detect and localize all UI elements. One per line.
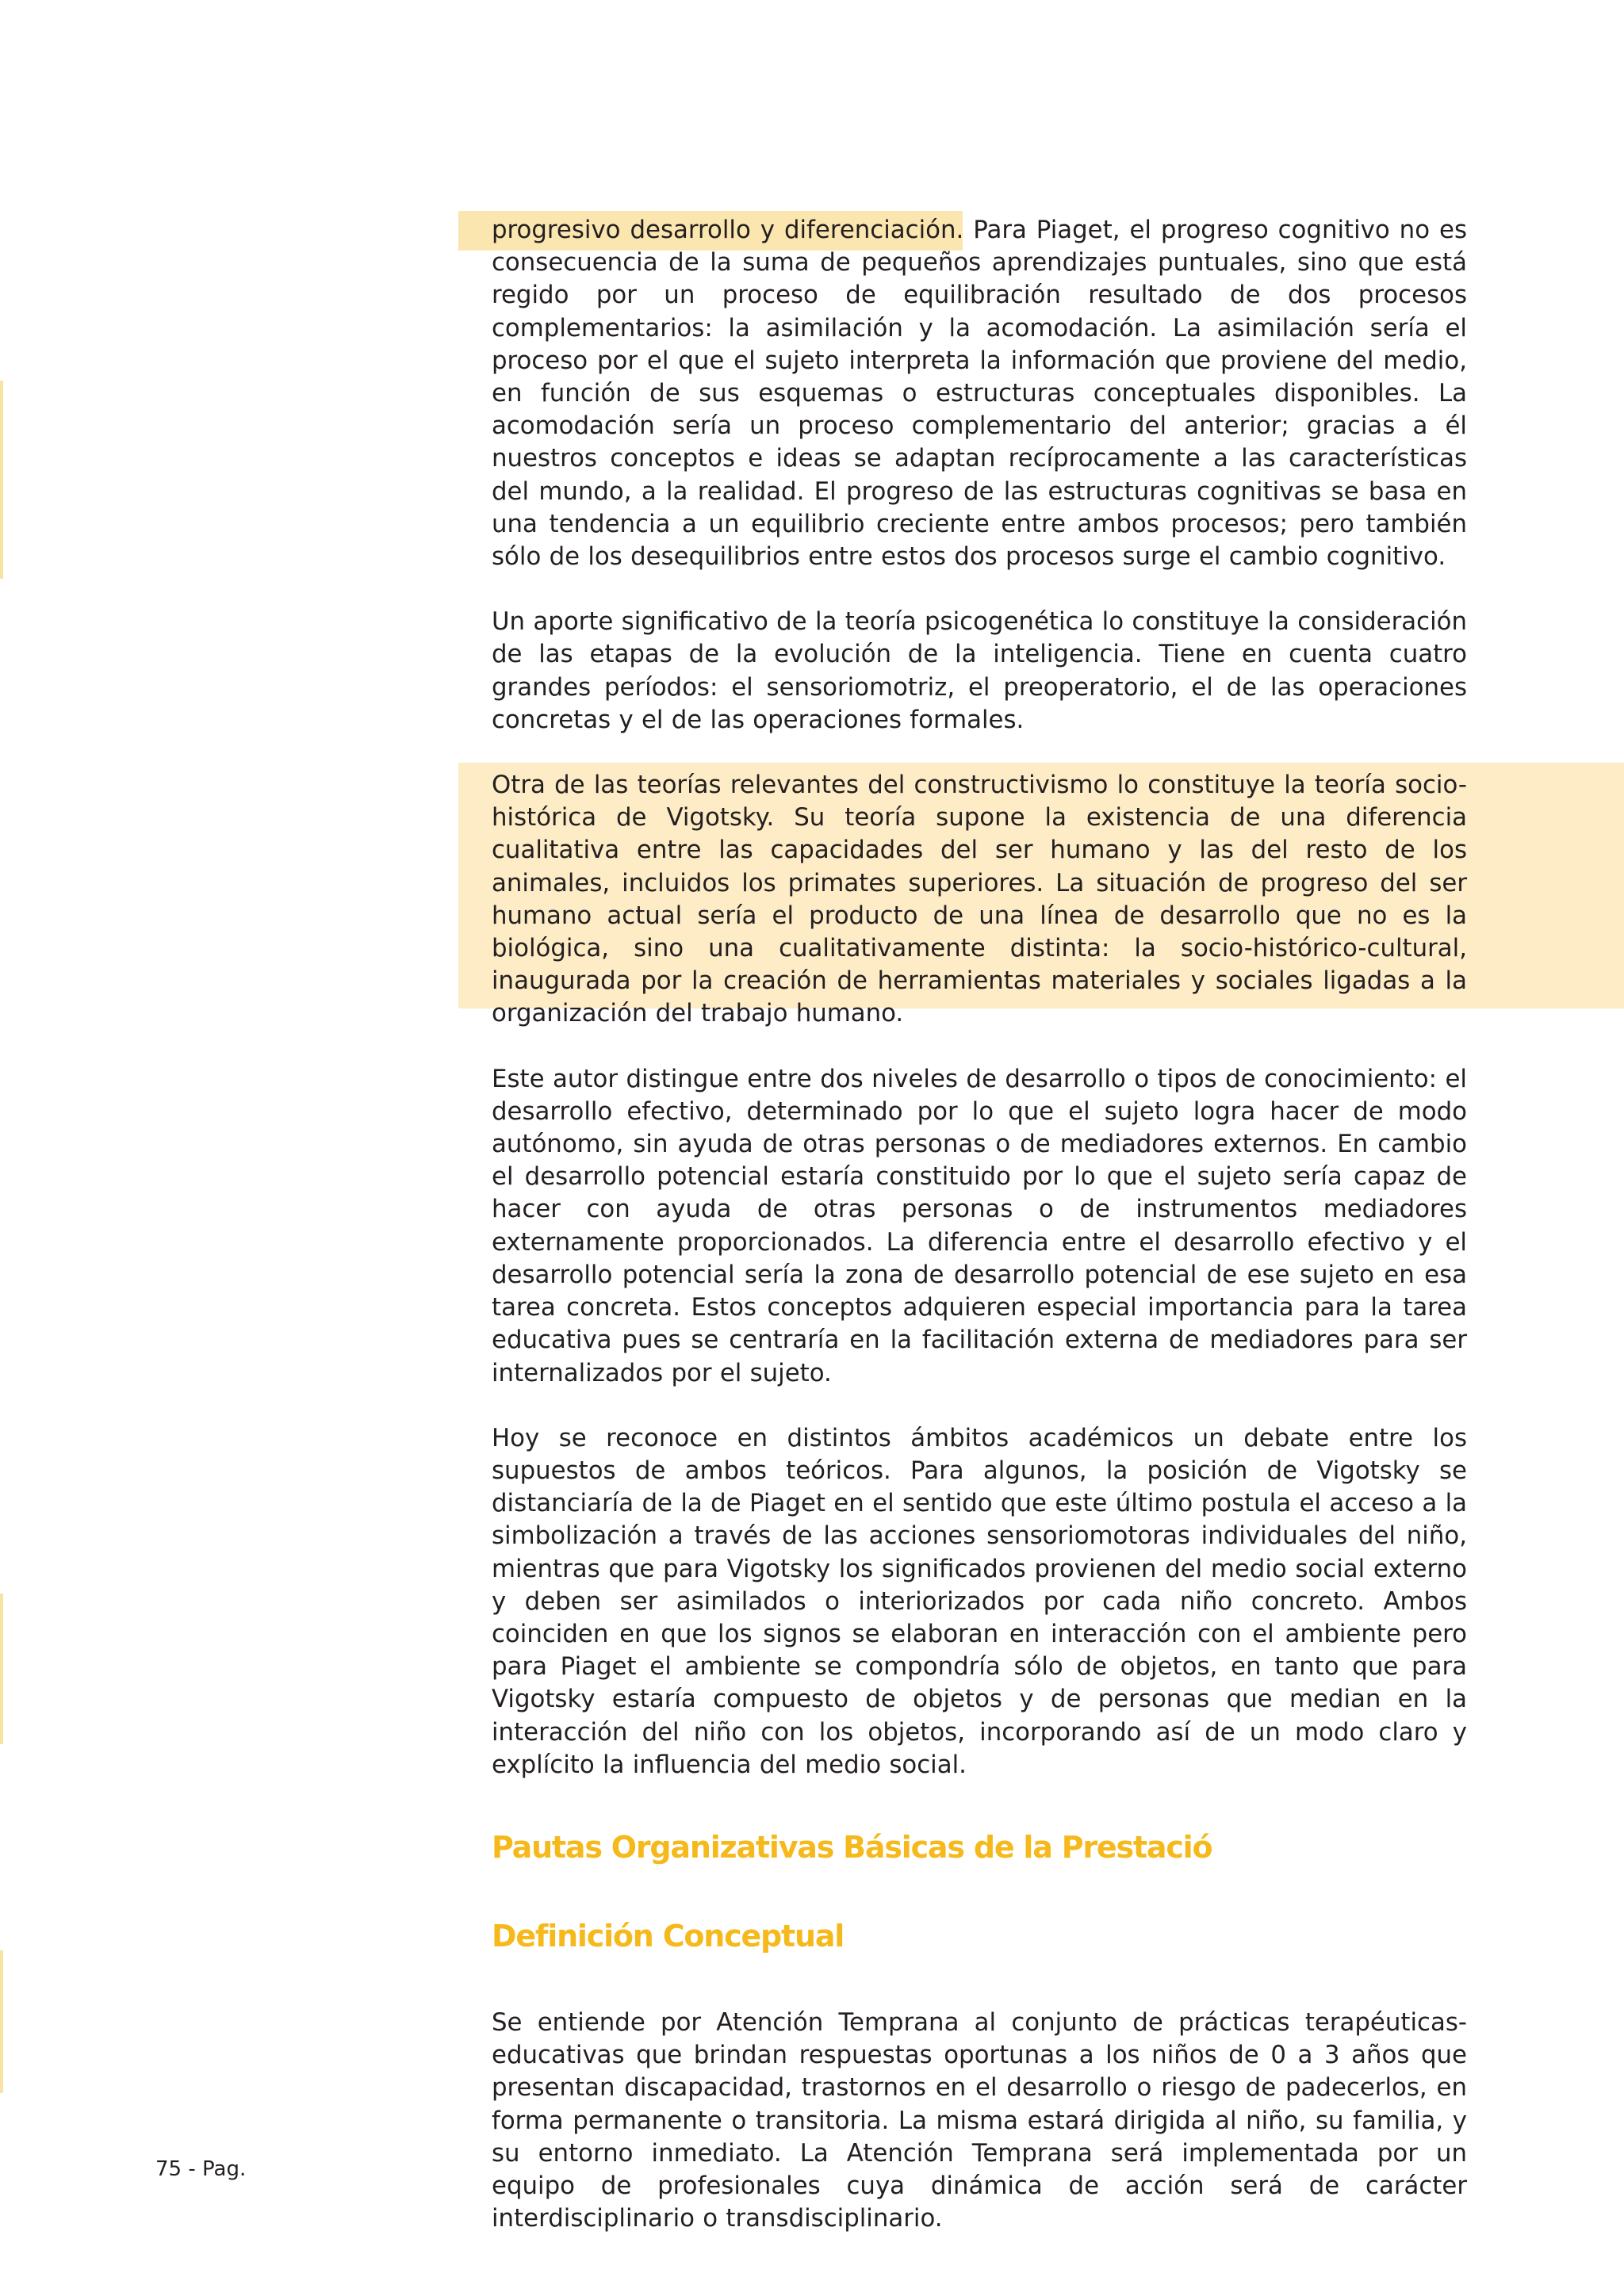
- body-text: [492, 214, 1467, 2235]
- page-number: 75 - Pag.: [155, 2157, 247, 2181]
- paragraph-niveles-desarrollo: Este autor distingue entre dos niveles de desarrollo o tipos de conocimiento: el desarrollo efectivo, determinado por lo que el sujeto logra hacer de modo autónomo, sin ayuda de otras personas o de mediadores externos. En cambio el desarrollo potencial estaría constituido por lo que el sujeto sería capaz de hacer con ayuda de otras personas o de instrumentos mediadores externamente proporcionados. La diferencia entre el desarrollo efectivo y el desarrollo potencial sería la zona de desarrollo potencial de ese sujeto en esa tarea concreta. Estos conceptos adquieren especial importancia para la tarea educativa pues se centraría en la facilitación externa de mediadores para ser internalizados por el sujeto.: [492, 1064, 1467, 1387]
- edge-mark-bottom: [0, 1950, 3, 2093]
- highlighted-phrase: progresivo desarrollo y diferenciación.: [492, 216, 964, 244]
- edge-mark-top: [0, 381, 3, 579]
- section-heading-pautas: Pautas Organizativas Básicas de la Prestació: [492, 1829, 1212, 1865]
- paragraph-atencion-temprana: Se entiende por Atención Temprana al conjunto de prácticas terapéuticas-educativas que brindan respuestas oportunas a los niños de 0 a 3 años que presentan discapacidad, trastornos en el desarrollo o riesgo de padecerlos, en forma permanente o transitoria. La misma estará dirigida al niño, su familia, y su entorno inmediato. La Atención Temprana será implementada por un equipo de profesionales cuya dinámica de acción será de carácter interdisciplinario o transdisciplinario.: [492, 2007, 1467, 2233]
- paragraph-etapas: Un aporte significativo de la teoría psicogenética lo constituye la consideración de las etapas de la evolución de la inteligencia. Tiene en cuenta cuatro grandes períodos: el sensoriomotriz, el preoperatorio, el de las operaciones concretas y el de las operaciones formales.: [492, 607, 1467, 734]
- edge-mark-middle: [0, 1594, 3, 1744]
- section-heading-definicion: Definición Conceptual: [492, 1918, 845, 1954]
- paragraph-piaget: [492, 214, 1467, 573]
- paragraph-piaget-rest: Para Piaget, el progreso cognitivo no es consecuencia de la suma de pequeños aprendizajes puntuales, sino que está regido por un proceso de equilibración resultado de dos procesos complementarios: la asimilación y la acomodación. La asimilación sería el proceso por el que el sujeto interpreta la información que proviene del medio, en función de sus esquemas o estructuras conceptuales disponibles. La acomodación sería un proceso complementario del anterior; gracias a él nuestros conceptos e ideas se adaptan recíprocamente a las características del mundo, a la realidad. El progreso de las estructuras cognitivas se basa en una tendencia a un equilibrio creciente entre ambos procesos; pero también sólo de los desequilibrios entre estos dos procesos surge el cambio cognitivo.: [492, 216, 1467, 572]
- paragraph-debate: Hoy se reconoce en distintos ámbitos académicos un debate entre los supuestos de ambos teóricos. Para algunos, la posición de Vigotsky se distanciaría de la de Piaget en el sentido que este último postula el acceso a la simbolización a través de las acciones sensoriomotoras individuales del niño, mientras que para Vigotsky los significados provienen del medio social externo y deben ser asimilados o interiorizados por cada niño concreto. Ambos coinciden en que los signos se elaboran en interacción con el ambiente pero para Piaget el ambiente se compondría sólo de objetos, en tanto que para Vigotsky estaría compuesto de objetos y de personas que median en la interacción del niño con los objetos, incorporando así de un modo claro y explícito la influencia del medio social.: [492, 1423, 1467, 1779]
- paragraph-vigotsky: Otra de las teorías relevantes del constructivismo lo constituye la teoría socio-histórica de Vigotsky. Su teoría supone la existencia de una diferencia cualitativa entre las capacidades del ser humano y las del resto de los animales, incluidos los primates superiores. La situación de progreso del ser humano actual sería el producto de una línea de desarrollo que no es la biológica, sino una cualitativamente distinta: la socio-histórico-cultural, inaugurada por la creación de herramientas materiales y sociales ligadas a la organización del trabajo humano.: [492, 771, 1467, 1028]
